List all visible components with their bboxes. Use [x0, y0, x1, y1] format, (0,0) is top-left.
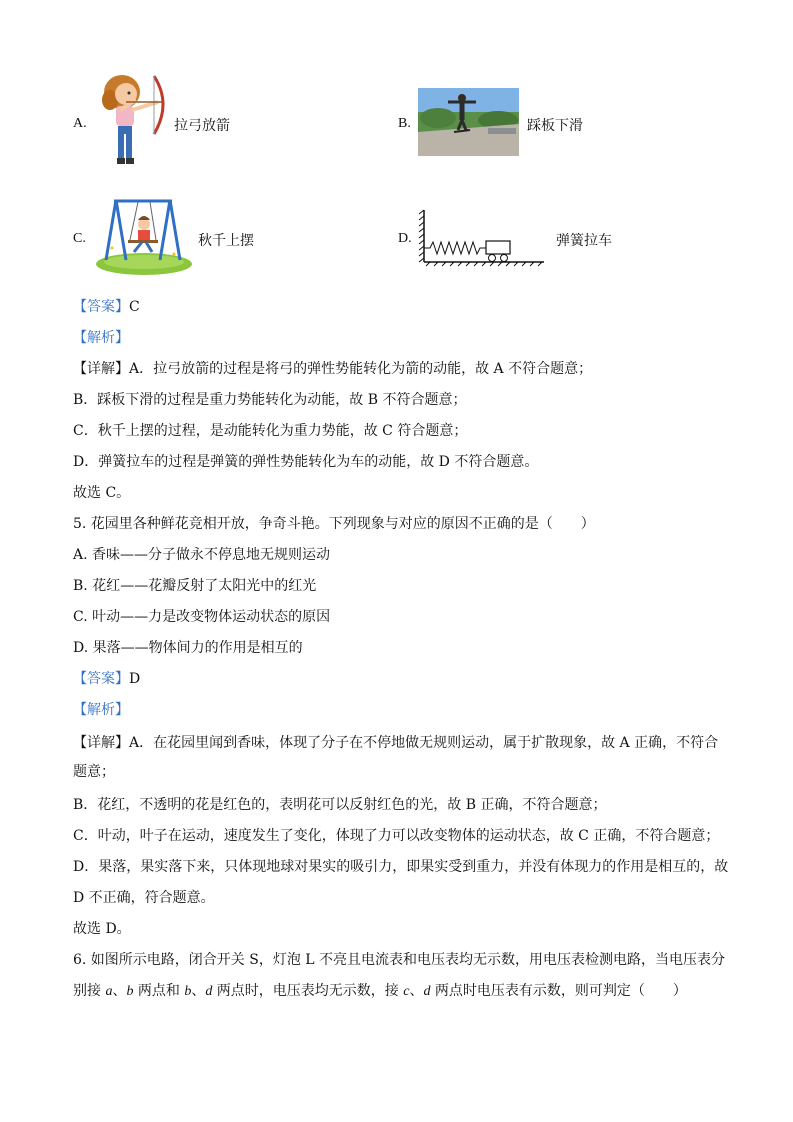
- q5-option-c: C. 叶动——力是改变物体运动状态的原因: [73, 609, 331, 625]
- skateboard-photo: [418, 88, 519, 156]
- q5-conclusion: 故选 D。: [73, 921, 131, 937]
- q4-conclusion: 故选 C。: [73, 485, 131, 501]
- q5-detail-line-2: B．花红，不透明的花是红色的，表明花可以反射红色的光，故 B 正确，不符合题意；: [73, 797, 607, 813]
- option-c-caption: 秋千上摆: [198, 233, 254, 249]
- point-a: a: [105, 984, 113, 999]
- q5-detail-line-3: C．叶动，叶子在运动，速度发生了变化，体现了力可以改变物体的运动状态，故 C 正确，不符合题意；: [73, 828, 720, 844]
- answer-tag: 【答案】: [73, 671, 129, 687]
- detail-tag: 【详解】: [73, 735, 129, 751]
- option-d-caption: 弹簧拉车: [556, 233, 612, 249]
- q4-answer-line: [73, 297, 140, 317]
- q5-option-a: A. 香味——分子做永不停息地无规则运动: [73, 547, 331, 563]
- q5-stem: 5. 花园里各种鲜花竞相开放，争奇斗艳。下列现象与对应的原因不正确的是（ ）: [73, 516, 595, 532]
- q4-detail-line-3: C．秋千上摆的过程，是动能转化为重力势能，故 C 符合题意；: [73, 423, 468, 439]
- q5-detail-line-1: 【详解】A．在花园里闻到香味，体现了分子在不停地做无规则运动，属于扩散现象，故 A 正确，不符合: [73, 735, 719, 751]
- q5-detail-line-4: D．果落，果实落下来，只体现地球对果实的吸引力，即果实受到重力，并没有体现力的作用是相互的，故: [73, 859, 729, 875]
- q4-detail-line-1: 【详解】A．拉弓放箭的过程是将弓的弹性势能转化为箭的动能，故 A 不符合题意；: [73, 361, 593, 377]
- answer-value: D: [129, 671, 141, 687]
- point-c: c: [403, 984, 410, 999]
- option-b-caption: 踩板下滑: [527, 118, 583, 134]
- q6-stem-line-1: 6. 如图所示电路，闭合开关 S，灯泡 L 不亮且电流表和电压表均无示数，用电压表检测电路，当电压表分: [73, 952, 726, 968]
- q5-option-d: D. 果落——物体间力的作用是相互的: [73, 640, 303, 656]
- q4-analysis-tag: 【解析】: [73, 330, 129, 346]
- option-a-letter: A.: [73, 116, 87, 131]
- point-d: d: [423, 984, 431, 999]
- q5-answer-line: [73, 669, 140, 689]
- swing-illustration: [94, 196, 194, 276]
- option-a-caption: 拉弓放箭: [174, 118, 230, 134]
- point-d: d: [205, 984, 213, 999]
- option-b-letter: B.: [398, 116, 411, 131]
- q4-detail-line-2: B．踩板下滑的过程是重力势能转化为动能，故 B 不符合题意；: [73, 392, 467, 408]
- q5-detail-line-4b: D 不正确，符合题意。: [73, 890, 215, 906]
- q5-option-b: B. 花红——花瓣反射了太阳光中的红光: [73, 578, 317, 594]
- q4-detail-line-4: D．弹簧拉车的过程是弹簧的弹性势能转化为车的动能，故 D 不符合题意。: [73, 454, 539, 470]
- q5-detail-line-1b: 题意；: [73, 764, 115, 780]
- answer-tag: 【答案】: [73, 299, 129, 315]
- option-d-letter: D.: [398, 231, 412, 246]
- answer-value: C: [129, 299, 140, 315]
- q6-stem-line-2: 别接 a、b 两点和 b、d 两点时，电压表均无示数，接 c、d 两点时电压表有示数，则可判定（ ）: [73, 983, 687, 999]
- detail-tag: 【详解】: [73, 361, 129, 377]
- spring-cart-diagram: [418, 208, 546, 268]
- point-b: b: [184, 984, 192, 999]
- point-b: b: [126, 984, 134, 999]
- q5-analysis-tag: 【解析】: [73, 702, 129, 718]
- archer-girl-illustration: [96, 72, 168, 172]
- option-c-letter: C.: [73, 231, 86, 246]
